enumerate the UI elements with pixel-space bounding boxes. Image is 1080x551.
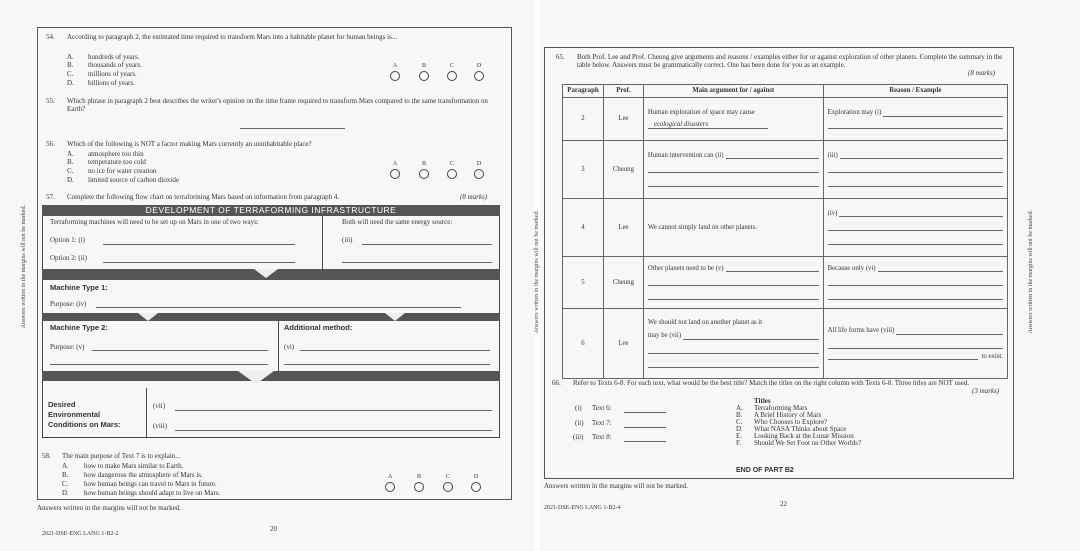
header-main-argument: Main argument for / against: [643, 85, 823, 98]
answer-line[interactable]: [828, 286, 1003, 300]
answer-line[interactable]: [828, 335, 1003, 349]
answer-line[interactable]: [828, 159, 1003, 173]
table-row: [563, 257, 1008, 309]
q54-bubble-d[interactable]: [474, 71, 484, 81]
answer-line[interactable]: [828, 353, 979, 360]
flow-divider-3: [146, 388, 147, 438]
q55-answer-line[interactable]: [240, 128, 345, 129]
q55-question: Which phrase in paragraph 2 best describes the writer's opinion on the time frame required to transform Mars compared to the same transformation on Earth?: [67, 97, 488, 114]
flow-chart: [42, 205, 500, 438]
title-b-letter: B.: [736, 411, 743, 419]
vi-answer[interactable]: [300, 350, 490, 351]
q58-option-b-letter: B.: [62, 471, 69, 479]
row-reason-cell: [823, 98, 1007, 141]
q56-option-d: limited source of carbon dioxide: [88, 176, 179, 184]
row-argument: We cannot simply land on other planets.: [643, 199, 823, 257]
right-margin-note-right: Answers written in the margins will not be marked.: [1028, 210, 1034, 334]
answer-line[interactable]: [648, 173, 819, 187]
q58-bubble-label-b: B: [416, 474, 421, 480]
q54-bubble-label-d: D: [476, 63, 482, 69]
q66-item-iii: Text 8:: [592, 433, 612, 441]
right-margin-note-left: Answers written in the margins will not be marked.: [534, 210, 540, 334]
row-reason-cell: [823, 199, 1007, 257]
summary-table-header: [563, 85, 1008, 98]
q58-bubble-label-d: D: [473, 474, 479, 480]
row-argument-cell: [643, 309, 823, 379]
q54-bubble-label-b: B: [421, 63, 426, 69]
q57-question: Complete the following flow chart on terraforming Mars based on information from paragraph 4.: [67, 193, 340, 201]
flow-arrow-down-2b: [385, 313, 405, 321]
left-margin-note: Answers written in the margins will not be marked.: [21, 205, 27, 329]
q56-bubble-label-d: D: [476, 161, 482, 167]
table-row: [563, 141, 1008, 199]
q66-marks: (3 marks): [972, 387, 1000, 395]
row-reason-cell: [823, 141, 1007, 199]
row-paragraph: 4: [563, 199, 604, 257]
flow-iii-answer[interactable]: [362, 244, 492, 245]
q56-option-b: temperature too cold: [88, 158, 146, 166]
q56-option-b-letter: B.: [67, 158, 74, 166]
purpose-iv-answer[interactable]: [96, 307, 461, 308]
row-reason: Exploration may (i): [827, 109, 882, 117]
flow-band-2: [42, 313, 500, 321]
row-prof: Cheung: [603, 141, 643, 199]
answer-line[interactable]: [878, 265, 1003, 272]
row-paragraph: 6: [563, 309, 604, 379]
row-argument-cell: [643, 141, 823, 199]
q56-bubble-a[interactable]: [390, 169, 400, 179]
q54-question: According to paragraph 2, the estimated time required to transform Mars into a habitable planet for human beings is...: [67, 33, 398, 41]
right-paper-code: 2021-DSE-ENG LANG 1-B2-4: [544, 505, 621, 511]
right-footer-note: Answers written in the margins will not be marked.: [544, 482, 688, 490]
answer-line[interactable]: [648, 272, 819, 286]
q58-option-c-letter: C.: [62, 480, 69, 488]
flow-intro-right: Both will need the same energy source:: [342, 218, 453, 226]
q66-item-ii: Text 7:: [592, 419, 612, 427]
q58-question: The main purpose of Text 7 is to explain...: [62, 452, 181, 460]
answer-line[interactable]: [828, 231, 1003, 245]
purpose-iv-label: Purpose: (iv): [50, 300, 87, 308]
row-argument-cell: [643, 98, 823, 141]
q58-option-a-letter: A.: [62, 462, 69, 470]
vi-answer-2[interactable]: [284, 364, 490, 365]
q54-option-a: hundreds of years.: [88, 53, 140, 61]
q54-option-b: thousands of years.: [88, 61, 142, 69]
row-reason-cell: [823, 309, 1007, 379]
title-d-letter: D.: [736, 425, 743, 433]
title-f-letter: F.: [736, 439, 742, 447]
flow-arrow-down-2a: [138, 313, 158, 321]
row-paragraph: 2: [563, 98, 604, 141]
answer-line[interactable]: [828, 117, 1003, 129]
title-e: Looking Back at the Lunar Mission: [754, 432, 854, 440]
flow-arrow-down-1: [254, 269, 278, 278]
flow-arrow-down-3: [238, 371, 274, 384]
answer-line[interactable]: [726, 265, 819, 272]
row-prof: Lee: [603, 309, 643, 379]
end-of-part: END OF PART B2: [736, 467, 794, 474]
vii-label: (vii): [153, 402, 166, 410]
q56-bubble-b[interactable]: [419, 169, 429, 179]
q56-bubble-c[interactable]: [447, 169, 457, 179]
row-paragraph: 3: [563, 141, 604, 199]
purpose-v-label: Purpose: (v): [50, 343, 85, 351]
q55-number: 55.: [46, 97, 55, 105]
q58-bubble-label-a: A: [387, 474, 393, 480]
q58-option-a: how to make Mars similar to Earth.: [84, 462, 184, 470]
q54-bubble-c[interactable]: [447, 71, 457, 81]
flow-divider-1: [322, 216, 323, 269]
summary-table: [562, 84, 1008, 379]
left-page-number: 20: [270, 525, 277, 533]
answer-line[interactable]: [648, 159, 819, 173]
q65-number: 65.: [556, 53, 565, 61]
left-footer-note: Answers written in the margins will not be marked.: [37, 504, 181, 512]
q54-bubble-label-a: A: [392, 63, 398, 69]
row-argument: Other planets need to be (v): [647, 264, 724, 272]
q66-question: Refer to Texts 6-8. For each text, what would be the best title? Match the titles on the right column with Texts 6-8. Three titles are NOT used.: [573, 379, 970, 387]
title-c: Who Chooses to Explore?: [754, 418, 828, 426]
q54-bubble-a[interactable]: [390, 71, 400, 81]
answer-line[interactable]: [726, 152, 819, 159]
purpose-v-answer[interactable]: [92, 350, 268, 351]
header-reason-example: Reason / Example: [823, 85, 1007, 98]
table-row: [563, 199, 1008, 257]
row-prof: Lee: [603, 98, 643, 141]
q54-bubble-b[interactable]: [419, 71, 429, 81]
q58-option-d: how human beings should adapt to live on Mars.: [84, 489, 221, 497]
q58-bubble-a[interactable]: [385, 482, 395, 492]
q57-number: 57.: [46, 193, 55, 201]
q58-option-d-letter: D.: [62, 489, 69, 497]
row-argument-2: may be (vii): [647, 332, 682, 339]
answer-line[interactable]: [828, 272, 1003, 286]
answer-line[interactable]: [828, 173, 1003, 187]
table-row: [563, 309, 1008, 379]
q66-answer-ii[interactable]: [624, 427, 666, 428]
viii-label: (viii): [153, 422, 167, 430]
additional-method-label: Additional method:: [284, 323, 353, 332]
q66-answer-i[interactable]: [624, 412, 666, 413]
row-reason-cell: [823, 257, 1007, 309]
desired-label-2: Environmental: [48, 410, 101, 419]
flow-iii-label: (iii): [342, 236, 353, 244]
title-f: Should We Set Foot on Other Worlds?: [754, 439, 862, 447]
answer-line[interactable]: [896, 328, 1003, 335]
answer-line[interactable]: [648, 286, 819, 300]
row-reason: All life forms have (viii): [827, 326, 895, 334]
desired-label-1: Desired: [48, 400, 76, 409]
answer-line[interactable]: [839, 210, 1003, 217]
row-reason: (iii): [827, 151, 838, 159]
q56-option-a: atmosphere too thin: [88, 150, 144, 158]
row-reason: (iv): [827, 209, 838, 217]
q56-bubble-label-b: B: [421, 161, 426, 167]
q58-option-c: how human beings can travel to Mars in future.: [84, 480, 217, 488]
title-a: Terraforming Mars: [754, 404, 808, 412]
q54-bubble-label-c: C: [449, 63, 454, 69]
q65-marks: (8 marks): [968, 69, 996, 77]
machine-type-1-label: Machine Type 1:: [50, 283, 108, 292]
q54-number: 54.: [46, 33, 55, 41]
q54-option-d-letter: D.: [67, 79, 74, 87]
row-reason: Because only (vi): [827, 264, 876, 272]
row-paragraph: 5: [563, 257, 604, 309]
flow-option-2-label: Option 2: (ii): [50, 254, 87, 262]
q56-number: 56.: [46, 140, 55, 148]
left-paper-code: 2021-DSE-ENG LANG 1-B2-2: [42, 531, 119, 537]
q58-bubble-c[interactable]: [443, 482, 453, 492]
row-argument-handwritten: ecological disasters: [648, 121, 768, 130]
flow-divider-2: [278, 321, 279, 371]
answer-line[interactable]: [648, 340, 819, 354]
row-argument-cell: [643, 257, 823, 309]
flow-chart-title: DEVELOPMENT OF TERRAFORMING INFRASTRUCTURE: [42, 205, 500, 216]
vi-label: (vi): [284, 343, 295, 351]
title-a-letter: A.: [736, 404, 743, 412]
q54-option-b-letter: B.: [67, 61, 74, 69]
q57-marks: (8 marks): [460, 193, 488, 201]
answer-line[interactable]: [648, 354, 819, 368]
q58-number: 58.: [42, 452, 51, 460]
vii-answer[interactable]: [175, 410, 492, 411]
titles-heading: Titles: [754, 397, 771, 405]
q56-bubble-d[interactable]: [474, 169, 484, 179]
q54-option-c-letter: C.: [67, 70, 74, 78]
viii-answer[interactable]: [175, 430, 492, 431]
q58-bubble-label-c: C: [445, 474, 450, 480]
q54-option-d: billions of years.: [88, 79, 135, 87]
q54-option-c: millions of years.: [88, 70, 137, 78]
q65-question: Both Prof. Lee and Prof. Cheung give arguments and reasons / examples either for or against exploration of other planets. Complete the summary in the table below. Answers must be grammatically correct. One has been done for you as an example.: [577, 53, 1003, 70]
q66-answer-iii[interactable]: [624, 441, 666, 442]
machine-type-2-label: Machine Type 2:: [50, 323, 108, 332]
left-exam-page: [0, 0, 535, 551]
answer-line[interactable]: [828, 217, 1003, 231]
q58-bubble-b[interactable]: [414, 482, 424, 492]
row-argument: Human intervention can (ii): [647, 151, 724, 159]
header-prof: Prof.: [603, 85, 643, 98]
q58-bubble-d[interactable]: [471, 482, 481, 492]
purpose-v-answer-2[interactable]: [50, 364, 268, 365]
title-c-letter: C.: [736, 418, 743, 426]
row-prof: Lee: [603, 199, 643, 257]
flow-option-2-answer[interactable]: [103, 262, 295, 263]
q58-option-b: how dangerous the atmosphere of Mars is.: [84, 471, 203, 479]
answer-line[interactable]: [683, 333, 819, 340]
q56-option-c: no ice for water creation: [88, 167, 157, 175]
title-b: A Brief History of Mars: [754, 411, 822, 419]
q56-option-a-letter: A.: [67, 150, 74, 158]
right-page-number: 22: [780, 500, 787, 508]
row-argument: We should not land on another planet as it: [647, 319, 763, 327]
row-prof: Cheung: [603, 257, 643, 309]
flow-option-1-label: Option 1: (i): [50, 236, 85, 244]
q56-bubble-label-a: A: [392, 161, 398, 167]
q66-number: 66.: [552, 379, 561, 387]
q56-option-c-letter: C.: [67, 167, 74, 175]
row-argument: Human exploration of space may cause: [647, 108, 755, 116]
q66-item-iii-roman: (iii): [573, 433, 584, 441]
answer-line[interactable]: [883, 110, 1003, 117]
q54-option-a-letter: A.: [67, 53, 74, 61]
q66-item-ii-roman: (ii): [575, 419, 584, 427]
table-row: [563, 98, 1008, 141]
answer-line[interactable]: [840, 152, 1003, 159]
q66-item-i-roman: (i): [575, 404, 582, 412]
title-d: What NASA Thinks about Space: [754, 425, 847, 433]
title-e-letter: E.: [736, 432, 743, 440]
q56-question: Which of the following is NOT a factor making Mars currently an uninhabitable place?: [67, 140, 312, 148]
desired-label-3: Conditions on Mars:: [48, 420, 121, 429]
flow-option-1-answer[interactable]: [103, 244, 295, 245]
q66-item-i: Text 6:: [592, 404, 612, 412]
header-paragraph: Paragraph: [563, 85, 604, 98]
right-exam-page: [534, 0, 1080, 551]
q56-option-d-letter: D.: [67, 176, 74, 184]
flow-iii-answer-2[interactable]: [342, 262, 492, 263]
flow-intro-left: Terraforming machines will need to be set up on Mars in one of two ways:: [50, 218, 259, 226]
q56-bubble-label-c: C: [449, 161, 454, 167]
row-reason-end: to exist.: [981, 352, 1003, 360]
